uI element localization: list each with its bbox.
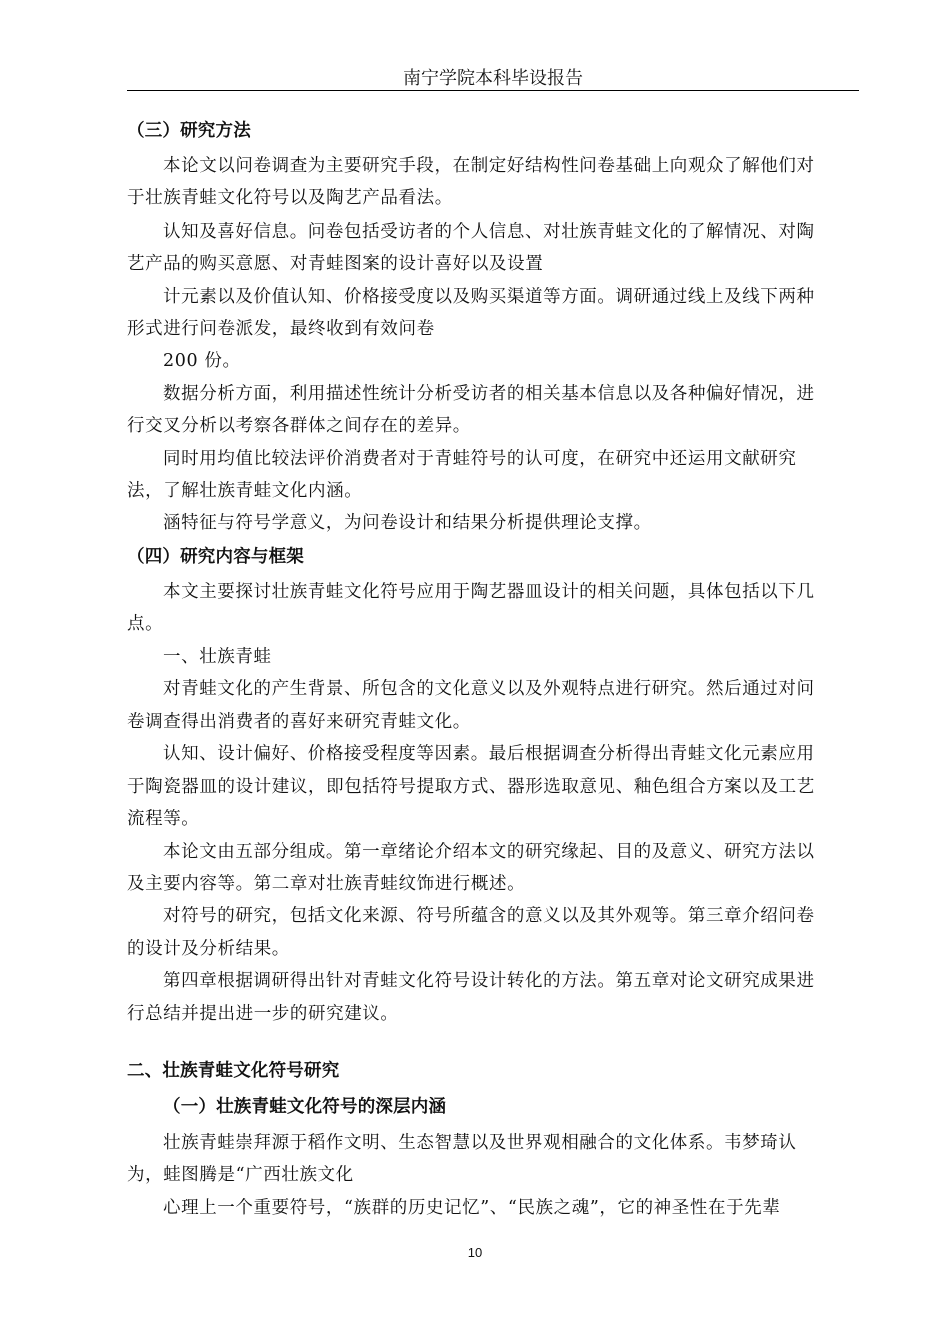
paragraph-line: 法，了解壮族青蛙文化内涵。: [127, 481, 363, 501]
paragraph-line: 卷调查得出消费者的喜好来研究青蛙文化。: [127, 712, 471, 732]
paragraph-line: 本文主要探讨壮族青蛙文化符号应用于陶艺器皿设计的相关问题，具体包括以下几: [163, 582, 815, 602]
paragraph-line: 的设计及分析结果。: [127, 939, 290, 959]
paragraph-line: 点。: [127, 614, 164, 634]
paragraph-line: 于陶瓷器皿的设计建议，即包括符号提取方式、器形选取意见、釉色组合方案以及工艺: [127, 777, 815, 797]
paragraph-line: 同时用均值比较法评价消费者对于青蛙符号的认可度，在研究中还运用文献研究: [163, 449, 797, 469]
paragraph-line: 本论文以问卷调查为主要研究手段，在制定好结构性问卷基础上向观众了解他们对: [163, 156, 815, 176]
chapter-heading: 二、壮族青蛙文化符号研究: [127, 1061, 340, 1081]
paragraph-line: 行交叉分析以考察各群体之间存在的差异。: [127, 416, 471, 436]
paragraph-line: 涵特征与符号学意义，为问卷设计和结果分析提供理论支撑。: [163, 513, 652, 533]
paragraph-line: 于壮族青蛙文化符号以及陶艺产品看法。: [127, 188, 453, 208]
subsection-heading: （一）壮族青蛙文化符号的深层内涵: [163, 1097, 447, 1117]
paragraph-line: 第四章根据调研得出针对青蛙文化符号设计转化的方法。第五章对论文研究成果进: [163, 971, 815, 991]
section-heading-research-method: （三）研究方法: [127, 121, 251, 141]
paragraph-line: 认知及喜好信息。问卷包括受访者的个人信息、对壮族青蛙文化的了解情况、对陶: [163, 222, 815, 242]
paragraph-line: 流程等。: [127, 809, 200, 829]
paragraph-line: 及主要内容等。第二章对壮族青蛙纹饰进行概述。: [127, 874, 526, 894]
paragraph-line: 计元素以及价值认知、价格接受度以及购买渠道等方面。调研通过线上及线下两种: [163, 287, 815, 307]
paragraph-line: 对符号的研究，包括文化来源、符号所蕴含的意义以及其外观等。第三章介绍问卷: [163, 906, 815, 926]
header-divider: [127, 90, 859, 91]
section-heading-research-content: （四）研究内容与框架: [127, 547, 304, 567]
paragraph-line: 行总结并提出进一步的研究建议。: [127, 1004, 399, 1024]
paragraph-line: 一、壮族青蛙: [163, 647, 272, 667]
paragraph-line: 艺产品的购买意愿、对青蛙图案的设计喜好以及设置: [127, 254, 544, 274]
paragraph-line: 认知、设计偏好、价格接受程度等因素。最后根据调查分析得出青蛙文化元素应用: [163, 744, 815, 764]
paragraph-line: 为，蛙图腾是“广西壮族文化: [127, 1165, 354, 1185]
page-number: 10: [467, 1245, 483, 1260]
paragraph-line: 对青蛙文化的产生背景、所包含的文化意义以及外观特点进行研究。然后通过对问: [163, 679, 815, 699]
paragraph-line: 本论文由五部分组成。第一章绪论介绍本文的研究缘起、目的及意义、研究方法以: [163, 842, 815, 862]
paragraph-line: 形式进行问卷派发，最终收到有效问卷: [127, 319, 435, 339]
paragraph-line: 200 份。: [163, 351, 241, 371]
paragraph-line: 壮族青蛙崇拜源于稻作文明、生态智慧以及世界观相融合的文化体系。韦梦琦认: [163, 1133, 797, 1153]
page-header-title: 南宁学院本科毕设报告: [403, 68, 583, 89]
paragraph-line: 数据分析方面，利用描述性统计分析受访者的相关基本信息以及各种偏好情况，进: [163, 384, 815, 404]
paragraph-line: 心理上一个重要符号，“族群的历史记忆”、“民族之魂”，它的神圣性在于先辈: [163, 1198, 781, 1218]
